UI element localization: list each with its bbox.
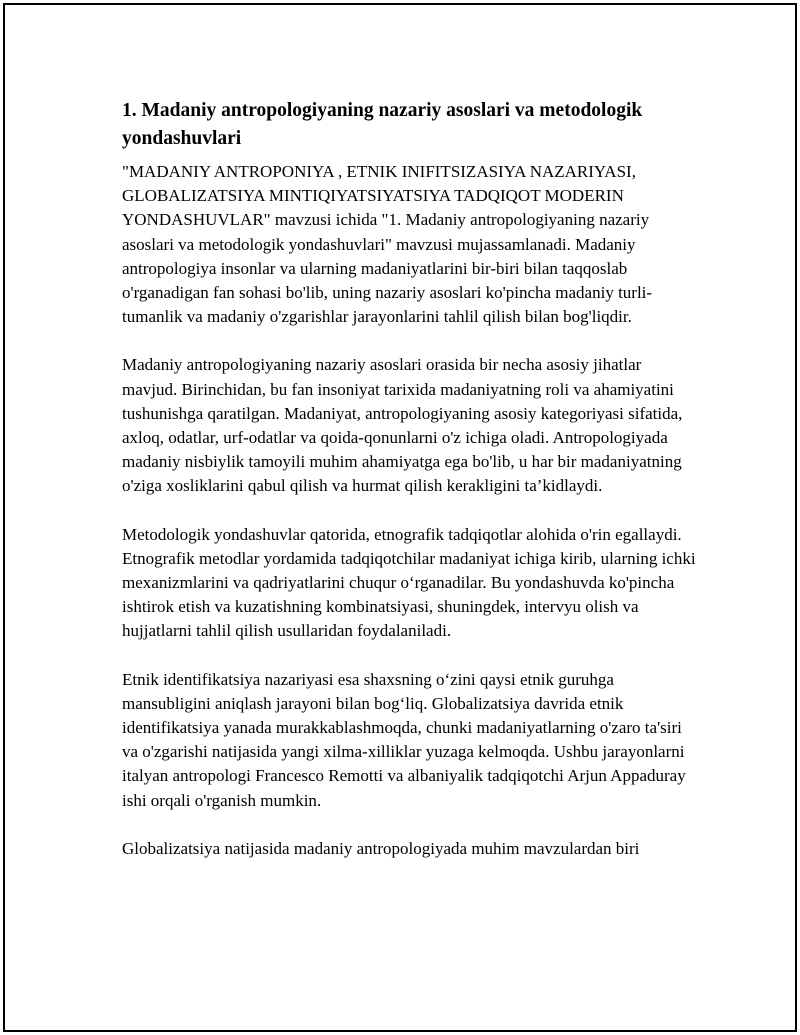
- paragraph-2: Madaniy antropologiyaning nazariy asoslari orasida bir necha asosiy jihatlar mavjud. Birinchidan, bu fan insoniyat tarixida madaniyatning roli va ahamiyatini tushunishga qaratilgan. Madaniyat, antropologiyaning asosiy kategoriyasi sifatida, axloq, odatlar, urf-odatlar va qoida-qonunlarni o'z ichiga oladi. Antropologiyada madaniy nisbiylik tamoyili muhim ahamiyatga ega bo'lib, u har bir madaniyatning o'ziga xosliklarini qabul qilish va hurmat qilish kerakligini ta’kidlaydi.: [122, 355, 683, 496]
- section-heading: 1. Madaniy antropologiyaning nazariy asoslari va metodologik yondashuvlari: [122, 100, 643, 149]
- page-frame: [3, 3, 797, 1032]
- paragraph-1: "MADANIY ANTROPONIYA , ETNIK INIFITSIZASIYA NAZARIYASI, GLOBALIZATSIYA MINTIQIYATSIYATSIYA TADQIQOT MODERIN YONDASHUVLAR" mavzusi ichida "1. Madaniy antropologiyaning nazariy asoslari va metodologik yondashuvlari" mavzusi mujassamlanadi. Madaniy antropologiya insonlar va ularning madaniyatlarini bir-biri bilan taqqoslab o'rganadigan fan sohasi bo'lib, uning nazariy asoslari ko'pincha madaniy turli-tumanlik va madaniy o'zgarishlar jarayonlarini tahlil qilish bilan bog'liqdir.: [122, 162, 653, 327]
- paragraph-4: Etnik identifikatsiya nazariyasi esa shaxsning o‘zini qaysi etnik guruhga mansubligini aniqlash jarayoni bilan bog‘liq. Globalizatsiya davrida etnik identifikatsiya yanada murakkablashmoqda, chunki madaniyatlarning o'zaro ta'siri va o'zgarishi natijasida yangi xilma-xilliklar yuzaga kelmoqda. Ushbu jarayonlarni italyan antropologi Francesco Remotti va albaniyalik tadqiqotchi Arjun Appaduray ishi orqali o'rganish mumkin.: [122, 669, 686, 810]
- paragraph-3: Metodologik yondashuvlar qatorida, etnografik tadqiqotlar alohida o'rin egallaydi. Etnografik metodlar yordamida tadqiqotchilar madaniyat ichiga kirib, ularning ichki mexanizmlarini va qadriyatlarini chuqur o‘rganadilar. Bu yondashuvda ko'pincha ishtirok etish va kuzatishning kombinatsiyasi, shuningdek, intervyu olish va hujjatlarni tahlil qilish usullaridan foydalaniladi.: [122, 524, 696, 641]
- document-body: [122, 97, 697, 885]
- paragraph-5: Globalizatsiya natijasida madaniy antropologiyada muhim mavzulardan biri: [122, 838, 640, 858]
